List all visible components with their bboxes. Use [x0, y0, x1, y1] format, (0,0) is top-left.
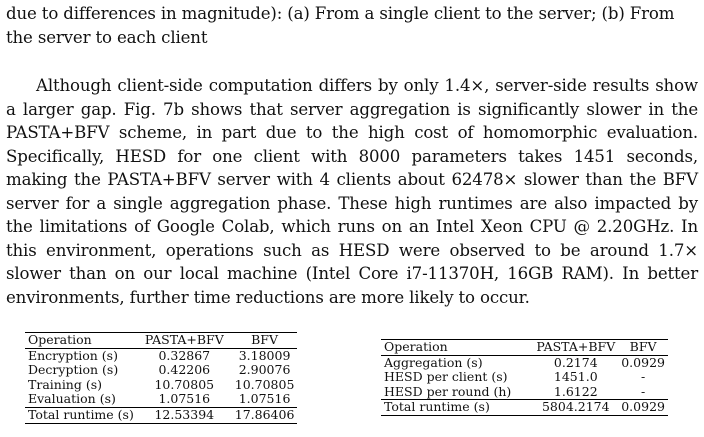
cell-bfv: 1.07516	[238, 391, 291, 407]
cell-operation: Decryption (s)	[28, 362, 119, 378]
header-pasta-bfv: PASTA+BFV	[536, 339, 616, 354]
figure-caption-continuation: due to differences in magnitude): (a) From a single client to the server; (b) From the server to each client	[6, 4, 675, 47]
header-bfv: BFV	[629, 339, 657, 354]
header-bfv: BFV	[251, 332, 279, 347]
header-operation: Operation	[384, 339, 448, 354]
cell-operation: HESD per client (s)	[384, 369, 508, 385]
cell-pasta-bfv: 0.2174	[553, 354, 598, 370]
table-header-row	[25, 333, 297, 349]
cell-operation: Evaluation (s)	[28, 391, 116, 407]
table-row	[25, 378, 297, 393]
client-runtime-table	[25, 332, 297, 424]
header-pasta-bfv: PASTA+BFV	[144, 332, 224, 347]
cell-bfv: 10.70805	[234, 376, 295, 392]
cell-operation: Total runtime (s)	[28, 406, 134, 422]
table-row	[381, 385, 668, 400]
cell-pasta-bfv: 12.53394	[154, 406, 215, 422]
cell-pasta-bfv: 5804.2174	[541, 399, 610, 415]
table-row	[25, 348, 297, 363]
cell-operation: Aggregation (s)	[384, 354, 483, 370]
cell-operation: Total runtime (s)	[384, 399, 490, 415]
cell-pasta-bfv: 10.70805	[154, 376, 215, 392]
cell-pasta-bfv: 1.07516	[158, 391, 211, 407]
cell-bfv: -	[640, 383, 646, 399]
server-runtime-table	[381, 339, 668, 416]
table-total-row	[381, 400, 668, 416]
cell-bfv: 0.0929	[621, 399, 665, 415]
cell-pasta-bfv: 0.32867	[158, 347, 211, 363]
body-paragraph: Although client-side computation differs by only 1.4×, server-side results show a larger gap. Fig. 7b shows that server aggregation is significantly slower in the PASTA+BFV scheme, in part due to the high cost of homomorphic evaluation. Specifically, HESD for one client with 8000 parameters takes 1451 seconds, making the PASTA+BFV server with 4 clients about 62478× slower than the BFV server for a single aggregation phase. These high runtimes are also impacted by the limitations of Google Colab, which runs on an Intel Xeon CPU @ 2.20GHz. In this environment, operations such as HESD were observed to be around 1.7× slower than on our local machine (Intel Core i7-11370H, 16GB RAM). In better environments, further time reductions are more likely to occur.	[6, 76, 698, 307]
table-row	[25, 363, 297, 378]
cell-pasta-bfv: 1451.0	[553, 369, 598, 385]
cell-operation: HESD per round (h)	[384, 383, 512, 399]
table-header-row	[381, 340, 668, 356]
table-row	[381, 370, 668, 385]
cell-operation: Training (s)	[28, 376, 103, 392]
table-row	[25, 392, 297, 407]
table-total-row	[25, 407, 297, 423]
cell-bfv: 0.0929	[621, 354, 665, 370]
cell-pasta-bfv: 1.6122	[553, 383, 598, 399]
cell-bfv: 17.86406	[234, 406, 295, 422]
table-row	[381, 355, 668, 370]
cell-operation: Encryption (s)	[28, 347, 118, 363]
header-operation: Operation	[28, 332, 92, 347]
cell-pasta-bfv: 0.42206	[158, 362, 211, 378]
cell-bfv: 3.18009	[238, 347, 291, 363]
cell-bfv: -	[640, 369, 646, 385]
cell-bfv: 2.90076	[238, 362, 291, 378]
